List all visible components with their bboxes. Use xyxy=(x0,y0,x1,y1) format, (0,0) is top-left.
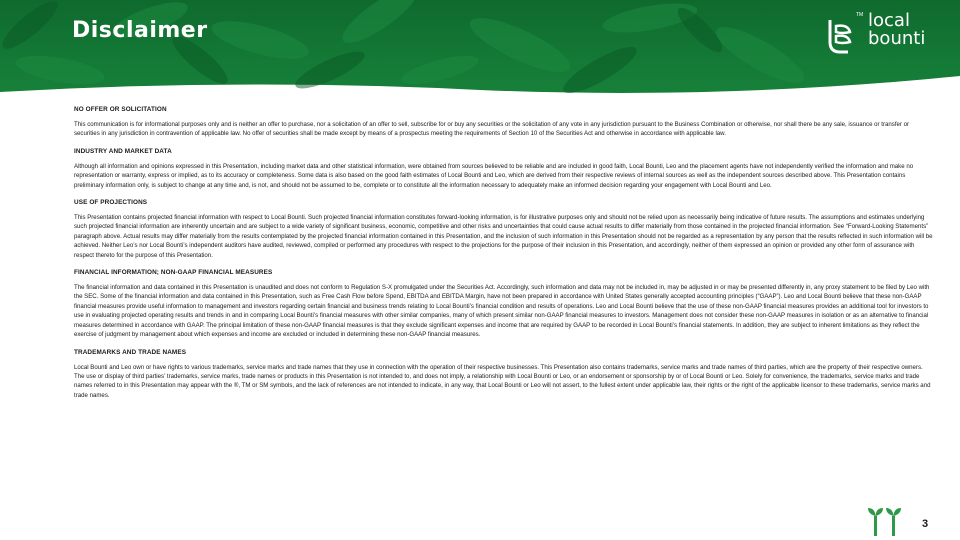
section-heading: USE OF PROJECTIONS xyxy=(74,199,148,207)
disclaimer-body xyxy=(74,106,934,409)
section-heading: FINANCIAL INFORMATION; NON-GAAP FINANCIAL MEASURES xyxy=(74,269,273,277)
section-industry-market-data xyxy=(74,148,934,190)
section-paragraph: Although all information and opinions expressed in this Presentation, including market data and other statistical information, were obtained from sources believed to be reliable and are included in good faith, Local Bounti, Leo and the placement agents have not independently verified the information and make no representation or warranty, express or implied, as to its accuracy or completeness. Some data is also based on the good faith estimates of Local Bounti and Leo, which are derived from their respective reviews of internal sources as well as the independent sources described above. This Presentation contains preliminary information only, is subject to change at any time and, is not, and should not be assumed to be, complete or to constitute all the information necessary to adequately make an informed decision regarding your engagement with Local Bounti and Leo. xyxy=(74,162,914,189)
section-trademarks xyxy=(74,349,934,401)
sprout-footer-icon xyxy=(866,506,906,536)
sprout-logo-icon xyxy=(826,14,856,56)
section-heading: INDUSTRY AND MARKET DATA xyxy=(74,147,172,155)
section-heading: TRADEMARKS AND TRADE NAMES xyxy=(74,348,187,356)
trademark-mark: TM xyxy=(856,12,864,18)
section-paragraph: Local Bounti and Leo own or have rights to various trademarks, service marks and trade names that they use in connection with the operation of their respective businesses. This Presentation also contains trademarks, service marks and trade names of third parties, which are the property of their respective owners. The use or display of third parties’ trademarks, service marks, trade names or products in this Presentation is not intended to, and does not imply, a relationship with Local Bounti or Leo, or an endorsement or sponsorship by or of Local Bounti or Leo. Solely for convenience, the trademarks, service marks and trade names referred to in this Presentation may appear with the ®, TM or SM symbols, and the lack of references are not intended to indicate, in any way, that Local Bounti or Leo will not assert, to the fullest extent under applicable law, their rights or the right of the applicable licensor to these trademarks, service marks and trade names. xyxy=(74,363,931,399)
section-no-offer xyxy=(74,106,934,139)
logo-wordmark xyxy=(868,12,925,48)
logo-word-local: local xyxy=(868,10,910,31)
company-logo xyxy=(826,12,938,60)
header-banner xyxy=(0,0,960,104)
section-use-of-projections xyxy=(74,199,934,260)
section-paragraph: This Presentation contains projected financial information with respect to Local Bounti. Such projected financial information constitutes forward-looking information, is for illustrative purposes only and should not be relied upon as necessarily being indicative of future results. The assumptions and estimates underlying such projected financial information are inherently uncertain and are subject to a wide variety of significant business, economic, competitive and other risks and uncertainties that could cause actual results to differ materially from those contained in the projected financial information. See “Forward-Looking Statements” paragraph above. Actual results may differ materially from the results contemplated by the projected financial information contained in this Presentation, and the inclusion of such information in this Presentation should not be regarded as a representation by any person that the results reflected in such information will be achieved. Neither Leo’s nor Local Bounti’s independent auditors have audited, reviewed, compiled or performed any procedures with respect to the projections for the purpose of their inclusion in this Presentation, and accordingly, neither of them expressed an opinion or provided any other form of assurance with respect thereto for the purpose of this Presentation. xyxy=(74,214,933,259)
logo-word-bounti: bounti xyxy=(868,28,926,49)
section-heading: NO OFFER OR SOLICITATION xyxy=(74,106,167,113)
section-paragraph: This communication is for informational purposes only and is neither an offer to purchase, nor a solicitation of an offer to sell, subscribe for or buy any securities or the solicitation of any vote in any jurisdiction pursuant to the Business Combination or otherwise, nor shall there be any sale, issuance or transfer or securities in any jurisdiction in contravention of applicable law. No offer of securities shall be made except by means of a prospectus meeting the requirements of Section 10 of the Securities Act and otherwise in accordance with applicable law. xyxy=(74,121,910,138)
leaf-pattern-background xyxy=(0,0,960,104)
page-title: Disclaimer xyxy=(72,18,208,43)
section-paragraph: The financial information and data contained in this Presentation is unaudited and does not conform to Regulation S-X promulgated under the Securities Act. Accordingly, such information and data may not be included in, may be adjusted in or may be presented differently in, any proxy statement to be filed by Leo with the SEC. Some of the financial information and data contained in this Presentation, such as Free Cash Flow before Spend, EBITDA and EBITDA Margin, have not been prepared in accordance with United States generally accepted accounting principles (“GAAP”). Leo and Local Bounti believe that these non-GAAP financial measures provide useful information to management and investors regarding certain financial and business trends relating to Local Bounti’s financial condition and results of operations. Leo and Local Bounti believe that the use of these non-GAAP financial measures provides an additional tool for investors to use in evaluating projected operating results and trends in and in comparing Local Bounti’s financial measures with other similar companies, many of which present similar non-GAAP financial measures to investors. Management does not consider these non-GAAP measures in isolation or as an alternative to financial measures determined in accordance with GAAP. The principal limitation of these non-GAAP financial measures is that they exclude significant expenses and income that are required by GAAP to be recorded in Local Bounti’s financial statements. In addition, they are subject to inherent limitations as they reflect the exercise of judgment by management about which expenses and income are excluded or included in determining these non-GAAP financial measures. xyxy=(74,284,930,339)
section-financial-information xyxy=(74,269,934,339)
page-number: 3 xyxy=(922,518,929,530)
